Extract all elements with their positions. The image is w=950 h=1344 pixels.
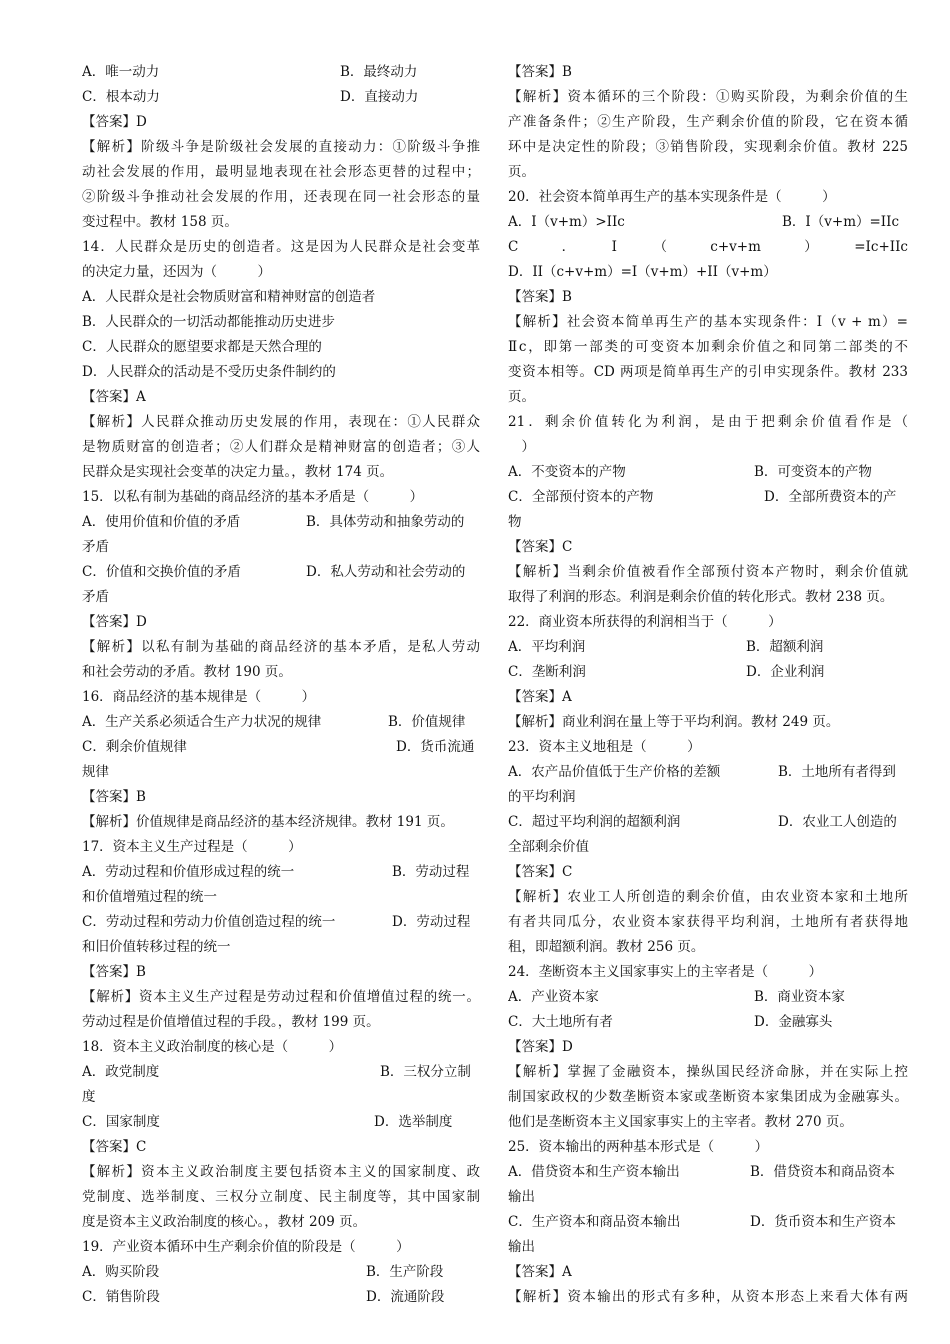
text-line: 【解析】资本主义生产过程是劳动过程和价值增值过程的统一。 [82,989,480,1005]
text-line: ） [508,439,535,455]
option-row [82,735,480,760]
text-line: 【答案】D [82,114,147,130]
text-line: D．人民群众的活动是不受历史条件制约的 [82,364,336,380]
text-line: 【答案】A [82,389,146,405]
text-line: 【解析】资本主义政治制度主要包括资本主义的国家制度、政 [82,1164,480,1180]
text-line: 23．资本主义地租是（ ） [508,739,701,755]
option-row [82,1060,480,1085]
text-line: 和社会劳动的矛盾。教材 190 页。 [82,664,292,680]
option-row [82,1110,480,1135]
option-text: A．使用价值和价值的矛盾 [82,514,241,530]
option-row [508,660,908,685]
text-line: 【解析】价值规律是商品经济的基本经济规律。教材 191 页。 [82,814,454,830]
option-text: C．生产资本和商品资本输出 [508,1214,681,1230]
option-text: C．销售阶段 [82,1289,160,1305]
text-line: 【解析】以私有制为基础的商品经济的基本矛盾，是私人劳动 [82,639,480,655]
option-text: D．选举制度 [374,1114,453,1130]
option-text: B．可变资本的产物 [754,464,872,480]
text-line: 矛盾 [82,539,109,555]
option-row [508,1210,908,1235]
text-line: 党制度、选举制度、三权分立制度、民主制度等，其中国家制 [82,1189,480,1205]
option-row [508,635,908,660]
option-text: C．根本动力 [82,89,160,105]
option-text: A．农产品价值低于生产价格的差额 [508,764,721,780]
option-row [508,985,908,1010]
text-line: 变资本相等。CD 两项是简单再生产的引申实现条件。教材 233 [508,364,908,380]
text-line: 和价值增殖过程的统一 [82,889,217,905]
text-line: 【答案】A [508,689,572,705]
text-line: 动社会发展的作用，最明显地表现在社会形态更替的过程中； [82,164,480,180]
text-line: 【答案】D [508,1039,573,1055]
text-line: B．人民群众的一切活动都能推动历史进步 [82,314,335,330]
text-line: ②阶级斗争推动社会发展的作用，还表现在同一社会形态的量 [82,189,480,205]
right-column [508,60,908,1310]
text-line: 【解析】社会资本简单再生产的基本实现条件：Ⅰ（v + m）= [508,314,908,330]
text-line: 租，即超额利润。教材 256 页。 [508,939,705,955]
text-line: 【解析】阶级斗争是阶级社会发展的直接动力：①阶级斗争推 [82,139,480,155]
text-line: 【答案】D [82,614,147,630]
text-line: 【解析】当剩余价值被看作全部预付资本产物时，剩余价值就 [508,564,908,580]
text-line: 民群众是实现社会变革的决定力量。，教材 174 页。 [82,464,394,480]
option-text: B．劳动过程 [392,864,470,880]
option-text: A．不变资本的产物 [508,464,626,480]
text-line: 他们是垄断资本主义国家事实上的主宰者。教材 270 页。 [508,1114,853,1130]
option-text: D．货币资本和生产资本 [750,1214,896,1230]
text-line: 矛盾 [82,589,109,605]
text-line: 21．剩余价值转化为利润，是由于把剩余价值看作是（ [508,414,908,430]
text-line: 【答案】A [508,1264,572,1280]
option-text: B．借贷资本和商品资本 [750,1164,895,1180]
option-text: A．平均利润 [508,639,586,655]
option-text: A．生产关系必须适合生产力状况的规律 [82,714,322,730]
option-text: B．超额利润 [746,639,824,655]
text-line: 劳动过程是价值增值过程的手段。，教材 199 页。 [82,1014,380,1030]
text-line: 17．资本主义生产过程是（ ） [82,839,302,855]
text-line: 16．商品经济的基本规律是（ ） [82,689,316,705]
text-line: 【答案】B [508,64,572,80]
option-text: A．借贷资本和生产资本输出 [508,1164,680,1180]
option-text: B．最终动力 [340,64,418,80]
option-row [508,1010,908,1035]
option-text: C．超过平均利润的超额利润 [508,814,681,830]
text-line: 14．人民群众是历史的创造者。这是因为人民群众是社会变革 [82,239,480,255]
text-line: 度是资本主义政治制度的核心。，教材 209 页。 [82,1214,367,1230]
text-line: 【答案】B [508,289,572,305]
option-text: C．大土地所有者 [508,1014,613,1030]
option-text: C．国家制度 [82,1114,160,1130]
option-row [508,760,908,785]
text-line: 【答案】B [82,964,146,980]
text-line: 有者共同瓜分，农业资本家获得平均利润，土地所有者获得地 [508,914,908,930]
option-row [508,485,908,510]
option-text: B．具体劳动和抽象劳动的 [306,514,465,530]
text-line: 【解析】资本循环的三个阶段：①购买阶段，为剩余价值的生 [508,89,908,105]
text-line: 19．产业资本循环中生产剩余价值的阶段是（ ） [82,1239,410,1255]
option-text: A．购买阶段 [82,1264,160,1280]
option-text: C．全部预付资本的产物 [508,489,654,505]
text-line: 制国家政权的少数垄断资本家或垄断资本家集团成为金融寡头。 [508,1089,908,1105]
option-text: B．生产阶段 [366,1264,444,1280]
option-text: D．金融寡头 [754,1014,833,1030]
text-line: 产准备条件；②生产阶段，生产剩余价值的阶段，它在资本循 [508,114,908,130]
option-text: D．农业工人创造的 [778,814,897,830]
text-line: A．人民群众是社会物质财富和精神财富的创造者 [82,289,376,305]
text-line: 规律 [82,764,109,780]
option-row [82,1260,480,1285]
option-row [82,60,480,85]
text-line: 页。 [508,389,535,405]
text-line: 【答案】C [82,1139,147,1155]
text-line: 的决定力量，还因为（ ） [82,264,271,280]
option-text: C．剩余价值规律 [82,739,187,755]
option-text: B．土地所有者得到 [778,764,896,780]
text-line: 【解析】农业工人所创造的剩余价值，由农业资本家和土地所 [508,889,908,905]
text-line: 【答案】C [508,864,573,880]
text-line: 是物质财富的创造者；②人们群众是精神财富的创造者；③人 [82,439,480,455]
option-row [82,85,480,110]
text-line: 变过程中。教材 158 页。 [82,214,238,230]
text-line: 度 [82,1089,96,1105]
text-line: 22．商业资本所获得的利润相当于（ ） [508,614,782,630]
option-row [82,860,480,885]
option-text: A．唯一动力 [82,64,160,80]
option-row [508,1160,908,1185]
text-line: 【答案】C [508,539,573,555]
option-text: B．价值规律 [388,714,466,730]
text-line: C．人民群众的愿望要求都是天然合理的 [82,339,322,355]
option-row [508,810,908,835]
text-line: 环中是决定性的阶段；③销售阶段，实现剩余价值。教材 225 [508,139,908,155]
text-line: 【答案】B [82,789,146,805]
text-line: 和旧价值转移过程的统一 [82,939,231,955]
option-text: D．直接动力 [340,89,419,105]
text-line: 输出 [508,1239,535,1255]
text-line: 页。 [508,164,535,180]
option-text: A．政党制度 [82,1064,160,1080]
option-row [82,910,480,935]
option-text: D．私人劳动和社会劳动的 [306,564,466,580]
option-row [82,560,480,585]
text-line: 18．资本主义政治制度的核心是（ ） [82,1039,343,1055]
option-text: D．货币流通 [396,739,475,755]
option-text: B．三权分立制 [380,1064,471,1080]
text-line: 的平均利润 [508,789,576,805]
option-text: D．劳动过程 [392,914,471,930]
option-text: C．垄断利润 [508,664,586,680]
text-line: 取得了利润的形态。利润是剩余价值的转化形式。教材 238 页。 [508,589,894,605]
text-line: 24．垄断资本主义国家事实上的主宰者是（ ） [508,964,823,980]
option-text: A．Ⅰ（v+m）>IIc [508,214,625,230]
text-line: C ． Ⅰ （ c+v+m ） =Ic+IIc [508,239,908,255]
left-column [82,60,480,1310]
option-text: C．劳动过程和劳动力价值创造过程的统一 [82,914,336,930]
text-line: 【解析】掌握了金融资本，操纵国民经济命脉，并在实际上控 [508,1064,908,1080]
text-line: D．II（c+v+m）=Ⅰ（v+m）+II（v+m） [508,264,777,280]
option-row [82,1285,480,1310]
option-text: B．商业资本家 [754,989,845,1005]
option-text: D．企业利润 [746,664,825,680]
text-line: 物 [508,514,522,530]
option-text: D．全部所费资本的产 [764,489,897,505]
option-text: A．产业资本家 [508,989,599,1005]
option-row [82,510,480,535]
text-line: 【解析】资本输出的形式有多种，从资本形态上来看大体有两 [508,1289,908,1305]
text-line: Ⅱc，即第一部类的可变资本加剩余价值之和同第二部类的不 [508,339,908,355]
text-line: 20．社会资本简单再生产的基本实现条件是（ ） [508,189,836,205]
text-line: 15．以私有制为基础的商品经济的基本矛盾是（ ） [82,489,424,505]
text-line: 【解析】商业利润在量上等于平均利润。教材 249 页。 [508,714,840,730]
option-text: C．价值和交换价值的矛盾 [82,564,241,580]
option-row [508,210,908,235]
text-line: 全部剩余价值 [508,839,589,855]
text-line: 输出 [508,1189,535,1205]
text-line: 【解析】人民群众推动历史发展的作用，表现在：①人民群众 [82,414,480,430]
option-text: D．流通阶段 [366,1289,445,1305]
option-row [508,460,908,485]
option-row [82,710,480,735]
text-line: 25．资本输出的两种基本形式是（ ） [508,1139,769,1155]
option-text: B．Ⅰ（v+m）=IIc [782,214,900,230]
option-text: A．劳动过程和价值形成过程的统一 [82,864,295,880]
